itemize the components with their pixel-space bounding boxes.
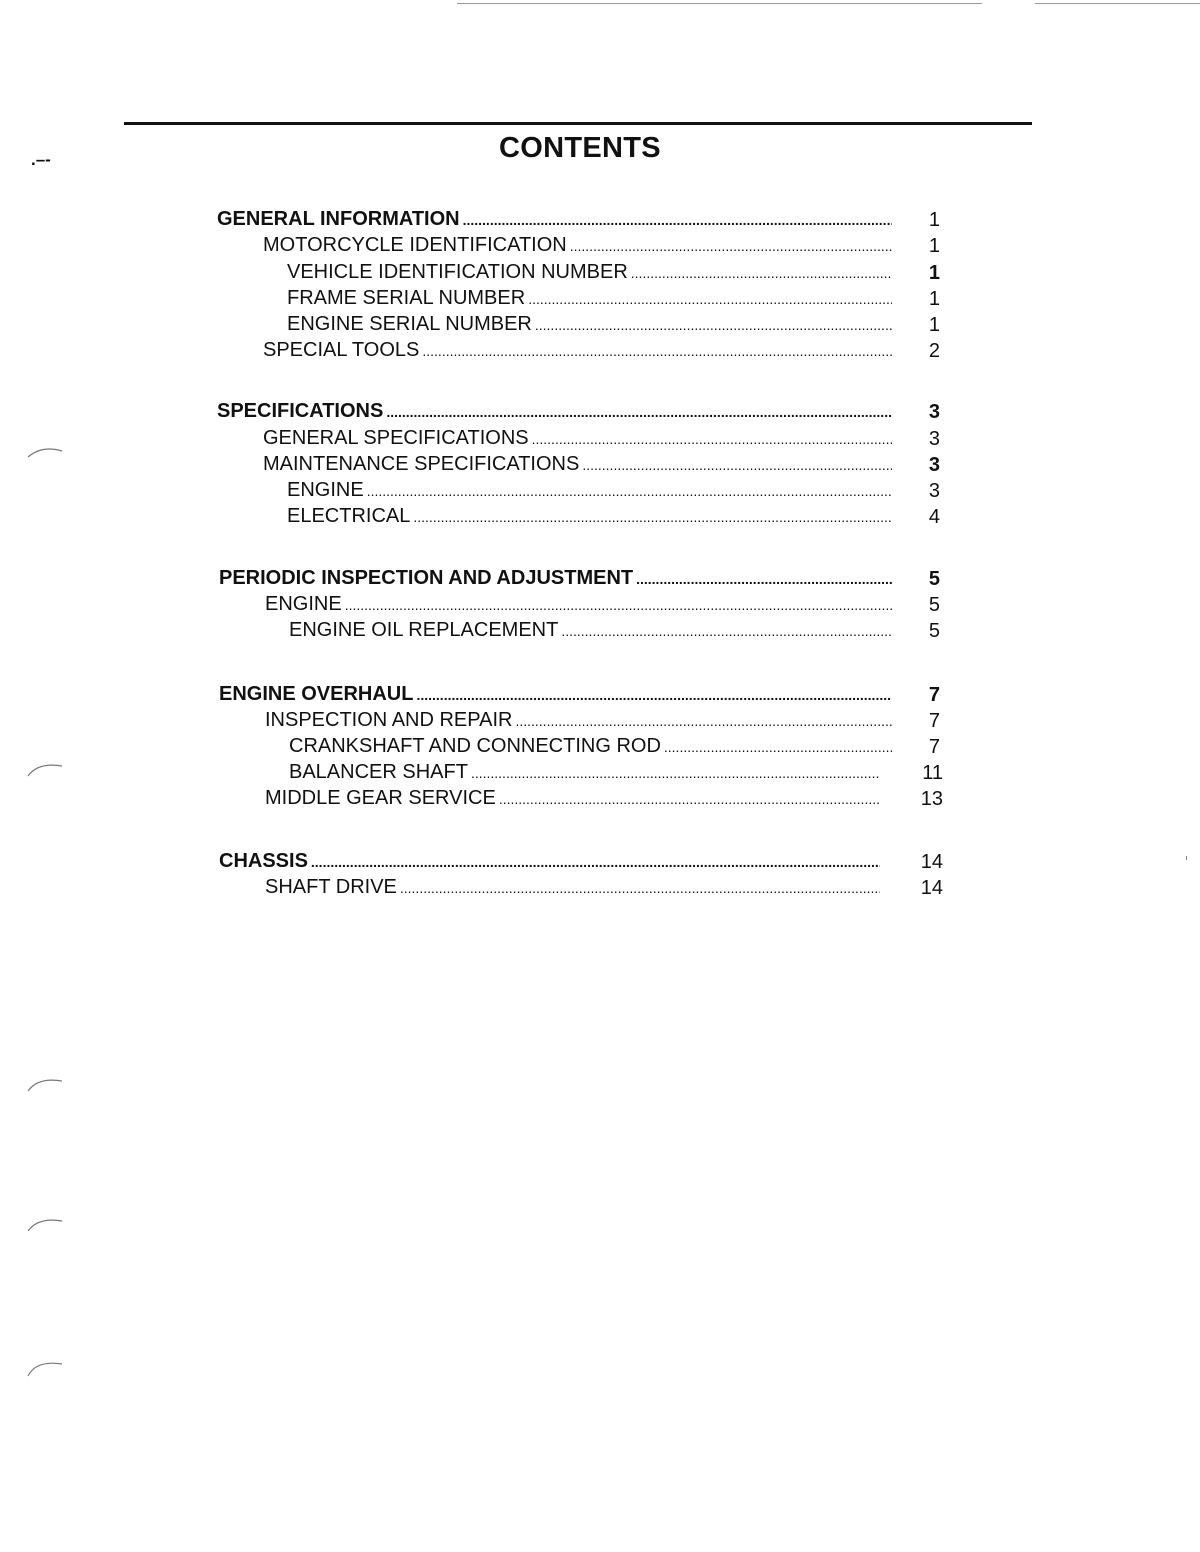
toc-entry bbox=[289, 761, 880, 787]
toc-entry-label: ENGINE bbox=[265, 593, 342, 615]
toc-dot-leader bbox=[413, 509, 892, 525]
toc-entry-label: MIDDLE GEAR SERVICE bbox=[265, 787, 496, 809]
toc-dot-leader bbox=[367, 483, 892, 499]
toc-dot-leader bbox=[636, 571, 892, 587]
toc-dot-leader bbox=[532, 431, 892, 447]
toc-entry-label: ENGINE OVERHAUL bbox=[219, 683, 414, 705]
toc-page-number: 3 bbox=[928, 401, 940, 423]
toc-dot-leader bbox=[535, 317, 892, 333]
toc-dot-leader bbox=[311, 854, 880, 870]
toc-dot-leader bbox=[345, 597, 892, 613]
toc-dot-leader bbox=[386, 404, 892, 420]
toc-entry bbox=[217, 400, 892, 426]
toc-entry bbox=[219, 683, 892, 709]
toc-page-number: 7 bbox=[928, 736, 940, 758]
toc-entry-label: ENGINE SERIAL NUMBER bbox=[287, 313, 532, 335]
toc-dot-leader bbox=[561, 623, 892, 639]
toc-entry-label: ENGINE OIL REPLACEMENT bbox=[289, 619, 559, 641]
binder-hole-mark bbox=[24, 760, 64, 780]
toc-entry bbox=[219, 567, 892, 593]
binder-hole-mark bbox=[24, 443, 64, 463]
toc-page-number: 5 bbox=[928, 620, 940, 642]
toc-entry bbox=[265, 709, 892, 735]
binder-hole-mark bbox=[24, 1215, 64, 1235]
toc-entry bbox=[289, 735, 892, 761]
toc-entry-label: ENGINE bbox=[287, 479, 364, 501]
toc-entry-label: CRANKSHAFT AND CONNECTING ROD bbox=[289, 735, 661, 757]
toc-page-number: 7 bbox=[928, 684, 940, 706]
toc-dot-leader bbox=[515, 713, 892, 729]
toc-page-number: 1 bbox=[928, 262, 940, 284]
toc-page-number: 14 bbox=[920, 877, 943, 899]
toc-entry bbox=[263, 339, 892, 365]
toc-page-number: 1 bbox=[928, 288, 940, 310]
toc-dot-leader bbox=[400, 880, 880, 896]
toc-page-number: 3 bbox=[928, 454, 940, 476]
scan-artifact bbox=[1186, 856, 1187, 860]
toc-entry bbox=[287, 479, 892, 505]
toc-entry-label: ELECTRICAL bbox=[287, 505, 411, 527]
toc-entry-label: CHASSIS bbox=[219, 850, 308, 872]
toc-dot-leader bbox=[463, 212, 892, 228]
toc-entry bbox=[265, 593, 892, 619]
toc-page-number: 3 bbox=[928, 428, 940, 450]
toc-entry-label: FRAME SERIAL NUMBER bbox=[287, 287, 526, 309]
toc-dot-leader bbox=[570, 238, 892, 254]
toc-entry-label: BALANCER SHAFT bbox=[289, 761, 468, 783]
toc-page-number: 11 bbox=[922, 762, 943, 784]
toc-entry-label: GENERAL SPECIFICATIONS bbox=[263, 427, 529, 449]
toc-entry bbox=[263, 453, 892, 479]
binder-hole-mark bbox=[24, 1075, 64, 1095]
toc-entry-label: INSPECTION AND REPAIR bbox=[265, 709, 513, 731]
toc-entry bbox=[265, 876, 880, 902]
toc-entry bbox=[265, 787, 880, 813]
toc-page-number: 14 bbox=[920, 851, 943, 873]
toc-entry-label: PERIODIC INSPECTION AND ADJUSTMENT bbox=[219, 567, 634, 589]
toc-dot-leader bbox=[582, 457, 892, 473]
toc-dot-leader bbox=[422, 343, 892, 359]
toc-dot-leader bbox=[528, 291, 892, 307]
page-title: CONTENTS bbox=[499, 132, 661, 164]
toc-entry bbox=[219, 850, 880, 876]
toc-entry-label: MAINTENANCE SPECIFICATIONS bbox=[263, 453, 580, 475]
toc-entry-label: MOTORCYCLE IDENTIFICATION bbox=[263, 234, 567, 256]
toc-dot-leader bbox=[631, 265, 892, 281]
toc-entry-label: SHAFT DRIVE bbox=[265, 876, 397, 898]
toc-entry-label: SPECIAL TOOLS bbox=[263, 339, 420, 361]
toc-entry-label: SPECIFICATIONS bbox=[217, 400, 384, 422]
toc-page-number: 5 bbox=[928, 568, 940, 590]
toc-entry bbox=[263, 427, 892, 453]
toc-entry bbox=[287, 313, 892, 339]
binder-hole-mark bbox=[24, 1358, 64, 1378]
toc-page-number: 1 bbox=[928, 209, 940, 231]
toc-entry-label: GENERAL INFORMATION bbox=[217, 208, 460, 230]
toc-page-number: 1 bbox=[928, 235, 940, 257]
toc-dot-leader bbox=[499, 791, 880, 807]
toc-page-number: 2 bbox=[928, 340, 940, 362]
toc-entry bbox=[287, 287, 892, 313]
margin-mark: .–- bbox=[31, 150, 51, 169]
scan-top-rule bbox=[457, 3, 982, 4]
toc-dot-leader bbox=[664, 739, 892, 755]
scan-top-rule bbox=[1035, 3, 1200, 4]
toc-entry bbox=[263, 234, 892, 260]
toc-dot-leader bbox=[471, 765, 880, 781]
toc-entry-label: VEHICLE IDENTIFICATION NUMBER bbox=[287, 261, 628, 283]
toc-page-number: 1 bbox=[928, 314, 940, 336]
toc-page-number: 4 bbox=[928, 506, 940, 528]
toc-dot-leader bbox=[416, 687, 892, 703]
toc-page-number: 7 bbox=[928, 710, 940, 732]
toc-page-number: 5 bbox=[928, 594, 940, 616]
toc-page-number: 3 bbox=[928, 480, 940, 502]
toc-page-number: 13 bbox=[920, 788, 943, 810]
toc-entry bbox=[289, 619, 892, 645]
toc-entry bbox=[287, 261, 892, 287]
header-rule bbox=[124, 122, 1032, 125]
toc-entry bbox=[287, 505, 892, 531]
toc-entry bbox=[217, 208, 892, 234]
